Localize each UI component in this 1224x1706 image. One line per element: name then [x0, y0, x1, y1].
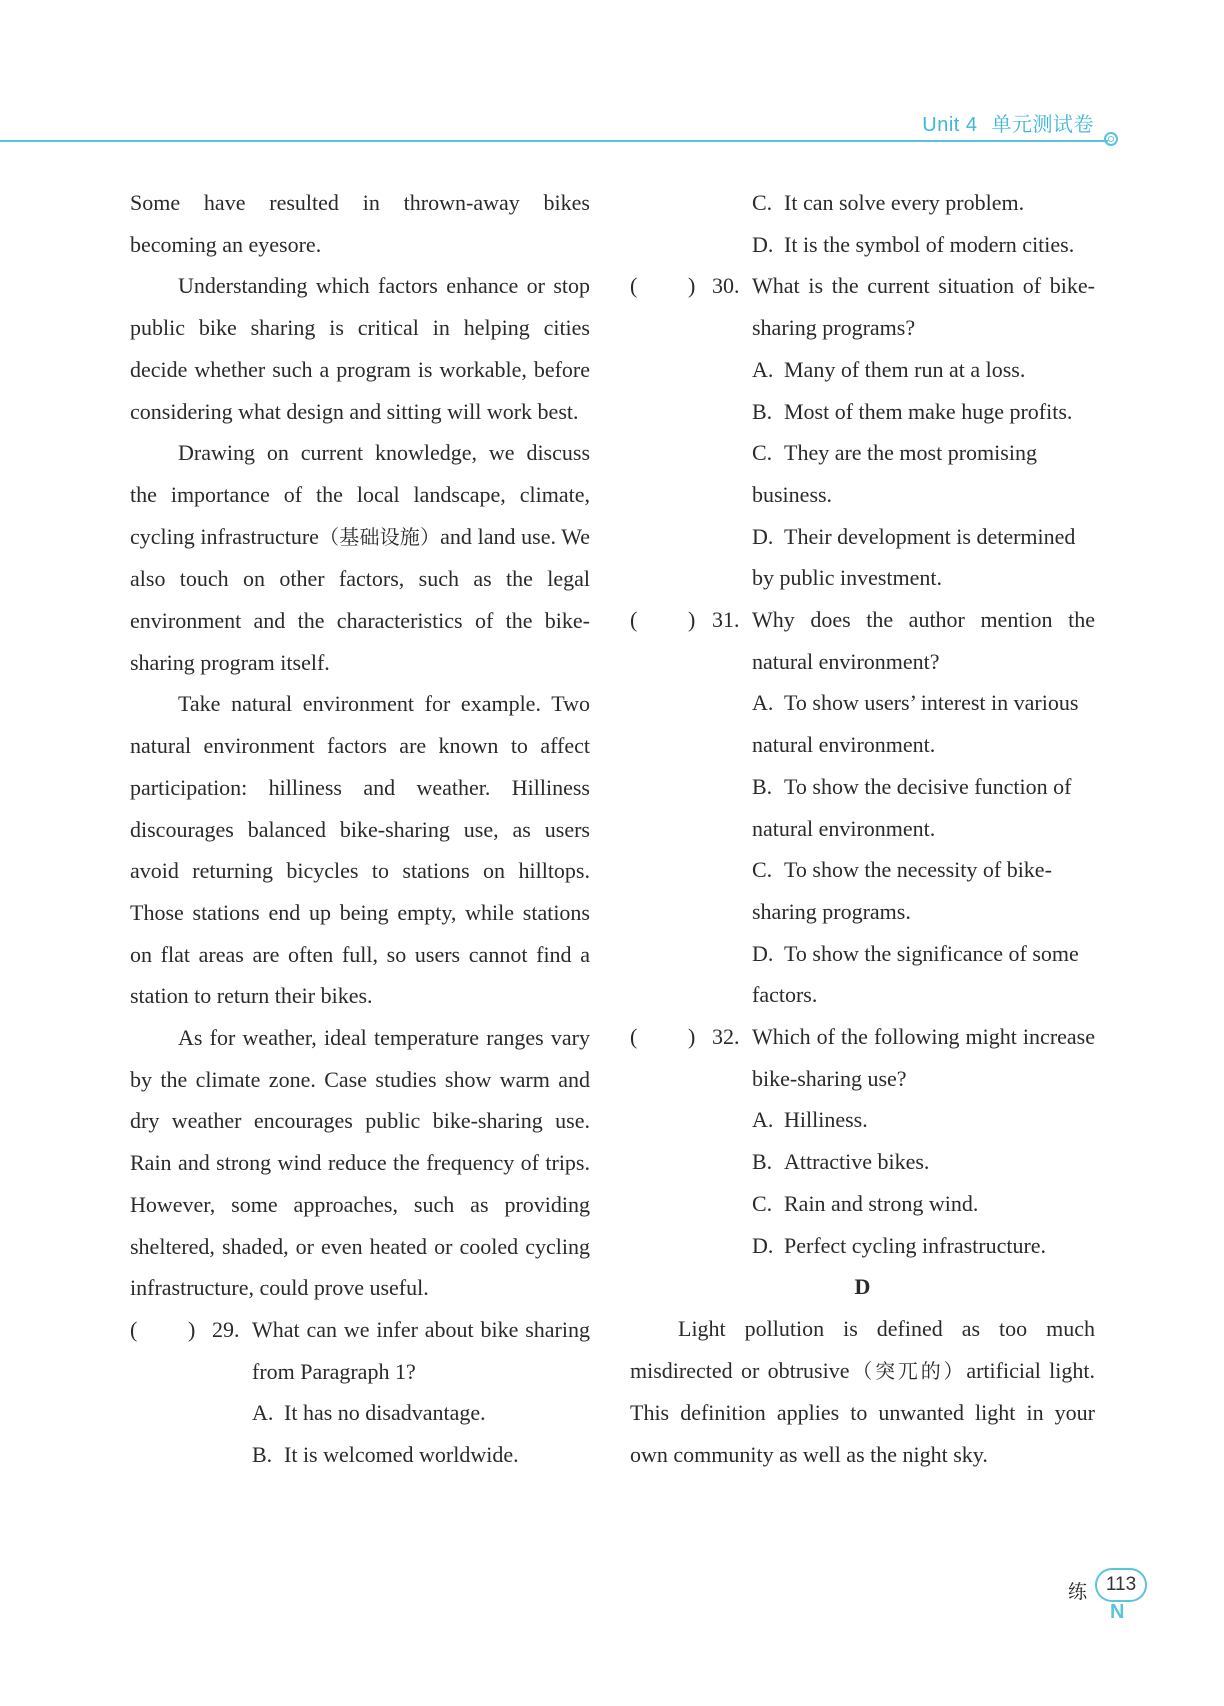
option-text: Hilliness. — [784, 1107, 868, 1133]
option-text: Many of them run at a loss. — [784, 356, 1026, 382]
option — [630, 766, 1095, 849]
header-title: 单元测试卷 — [991, 114, 1094, 136]
chinese-gloss: （基础设施） — [318, 524, 441, 549]
option — [630, 1183, 1095, 1225]
chinese-gloss: （突兀的） — [849, 1358, 967, 1383]
option-label: B. — [752, 398, 773, 424]
passage-paragraph — [130, 432, 590, 683]
passage-paragraph: As for weather, ideal temperature ranges vary by the climate zone. Case studies show warm and dry weather encourages public bike-sharing use. Rain and strong wind reduce the frequency of trips. However, some approaches, such as providing sheltered, shaded, or even heated or cooled cycling infrastructure, could prove useful. — [130, 1025, 590, 1301]
option-label: B. — [752, 1149, 773, 1175]
option-label: A. — [752, 1107, 774, 1133]
option — [630, 933, 1095, 1016]
paragraph-text: and land use. We also touch on other factors, such as the legal environment and the characteristics of the bike-sharing program itself. — [130, 523, 590, 675]
option — [630, 682, 1095, 765]
option — [630, 391, 1095, 433]
option — [130, 1434, 590, 1476]
option-label: C. — [752, 1190, 773, 1216]
answer-blank-close: ) — [688, 607, 696, 633]
page-number: 113 — [1095, 1568, 1147, 1602]
option — [630, 849, 1095, 932]
option — [630, 182, 1095, 224]
option — [130, 1392, 590, 1434]
option — [630, 349, 1095, 391]
option-label: D. — [752, 523, 774, 549]
option-label: C. — [752, 857, 773, 883]
question-stem: What can we infer about bike sharing from Paragraph 1? — [252, 1316, 590, 1384]
option-text: Attractive bikes. — [784, 1149, 930, 1175]
option-text: To show users’ interest in various natural environment. — [752, 690, 1079, 758]
option-text: They are the most promising business. — [752, 440, 1037, 507]
option-text: It can solve every problem. — [784, 190, 1025, 215]
option — [630, 1225, 1095, 1267]
option-text: To show the necessity of bike-sharing programs. — [752, 857, 1052, 924]
paragraph-text: Light pollution is defined as too much misdirected or obtrusive — [630, 1315, 1095, 1383]
option-text: To show the significance of some factors. — [752, 940, 1079, 1008]
answer-blank-close: ) — [688, 273, 696, 299]
option — [630, 1141, 1095, 1183]
option-text: It has no disadvantage. — [284, 1400, 486, 1426]
running-header — [922, 108, 1094, 137]
option-label: A. — [252, 1400, 274, 1426]
option-text: Most of them make huge profits. — [784, 398, 1073, 424]
section-heading: D — [854, 1274, 871, 1300]
practice-label: 练 — [1068, 1581, 1088, 1603]
answer-blank-close: ) — [188, 1316, 196, 1342]
option — [630, 516, 1095, 599]
paragraph-text: Drawing on current knowledge, we discuss the importance of the local landscape, climate, cycling infrastructure — [130, 440, 590, 549]
passage-paragraph: Some have resulted in thrown-away bikes becoming an eyesore. — [130, 190, 590, 257]
option-label: B. — [752, 773, 773, 799]
answer-blank-open[interactable]: ( — [630, 273, 638, 299]
option-text: It is the symbol of modern cities. — [784, 231, 1075, 257]
question-number: 32. — [712, 1024, 740, 1050]
passage-paragraph: Understanding which factors enhance or stop public bike sharing is critical in helping cities decide whether such a program is workable, before considering what design and sitting will work best. — [130, 273, 590, 424]
option-label: D. — [752, 940, 774, 966]
question-number: 30. — [712, 273, 740, 299]
question-stem: What is the current situation of bike-sharing programs? — [752, 273, 1095, 341]
option-text: Rain and strong wind. — [784, 1190, 979, 1216]
option-label: B. — [252, 1442, 273, 1468]
left-column — [130, 182, 590, 1476]
option-text: To show the decisive function of natural environment. — [752, 773, 1072, 841]
option — [630, 432, 1095, 515]
ring-ornament-icon — [1104, 132, 1118, 146]
option — [630, 224, 1095, 266]
question-number: 29. — [212, 1316, 240, 1342]
unit-label: Unit 4 — [922, 114, 978, 136]
question-stem: Which of the following might increase bike-sharing use? — [752, 1024, 1095, 1091]
question-stem: Why does the author mention the natural environment? — [752, 607, 1095, 674]
answer-blank-open[interactable]: ( — [630, 1024, 638, 1050]
paragraph-text: artificial light. This definition applies to unwanted light in your own community as well as the night sky. — [630, 1357, 1095, 1468]
right-column — [630, 182, 1095, 1476]
question-number: 31. — [712, 607, 740, 633]
brand-logo-icon: N — [1110, 1601, 1125, 1623]
option-label: C. — [752, 190, 773, 215]
question-32 — [630, 1016, 1095, 1099]
passage-paragraph — [630, 1308, 1095, 1476]
option-label: D. — [752, 1232, 774, 1258]
question-29 — [130, 1309, 590, 1392]
option — [630, 1099, 1095, 1141]
option-text: It is welcomed worldwide. — [284, 1442, 519, 1468]
answer-blank-open[interactable]: ( — [130, 1316, 138, 1342]
option-label: A. — [752, 690, 774, 716]
question-30 — [630, 265, 1095, 348]
answer-blank-open[interactable]: ( — [630, 607, 638, 633]
option-text: Perfect cycling infrastructure. — [784, 1232, 1047, 1258]
option-label: D. — [752, 231, 774, 257]
option-label: A. — [752, 356, 774, 382]
option-text: Their development is determined by public investment. — [752, 523, 1076, 591]
option-label: C. — [752, 440, 773, 466]
header-rule — [0, 140, 1108, 142]
passage-paragraph: Take natural environment for example. Two natural environment factors are known to affect participation: hilliness and weather. Hilliness discourages balanced bike-sharing use, as users avoid returning bicycles to stations on hilltops. Those stations end up being empty, while stations on flat areas are often full, so users cannot find a station to return their bikes. — [130, 691, 590, 1009]
question-31 — [630, 599, 1095, 682]
answer-blank-close: ) — [688, 1024, 696, 1050]
